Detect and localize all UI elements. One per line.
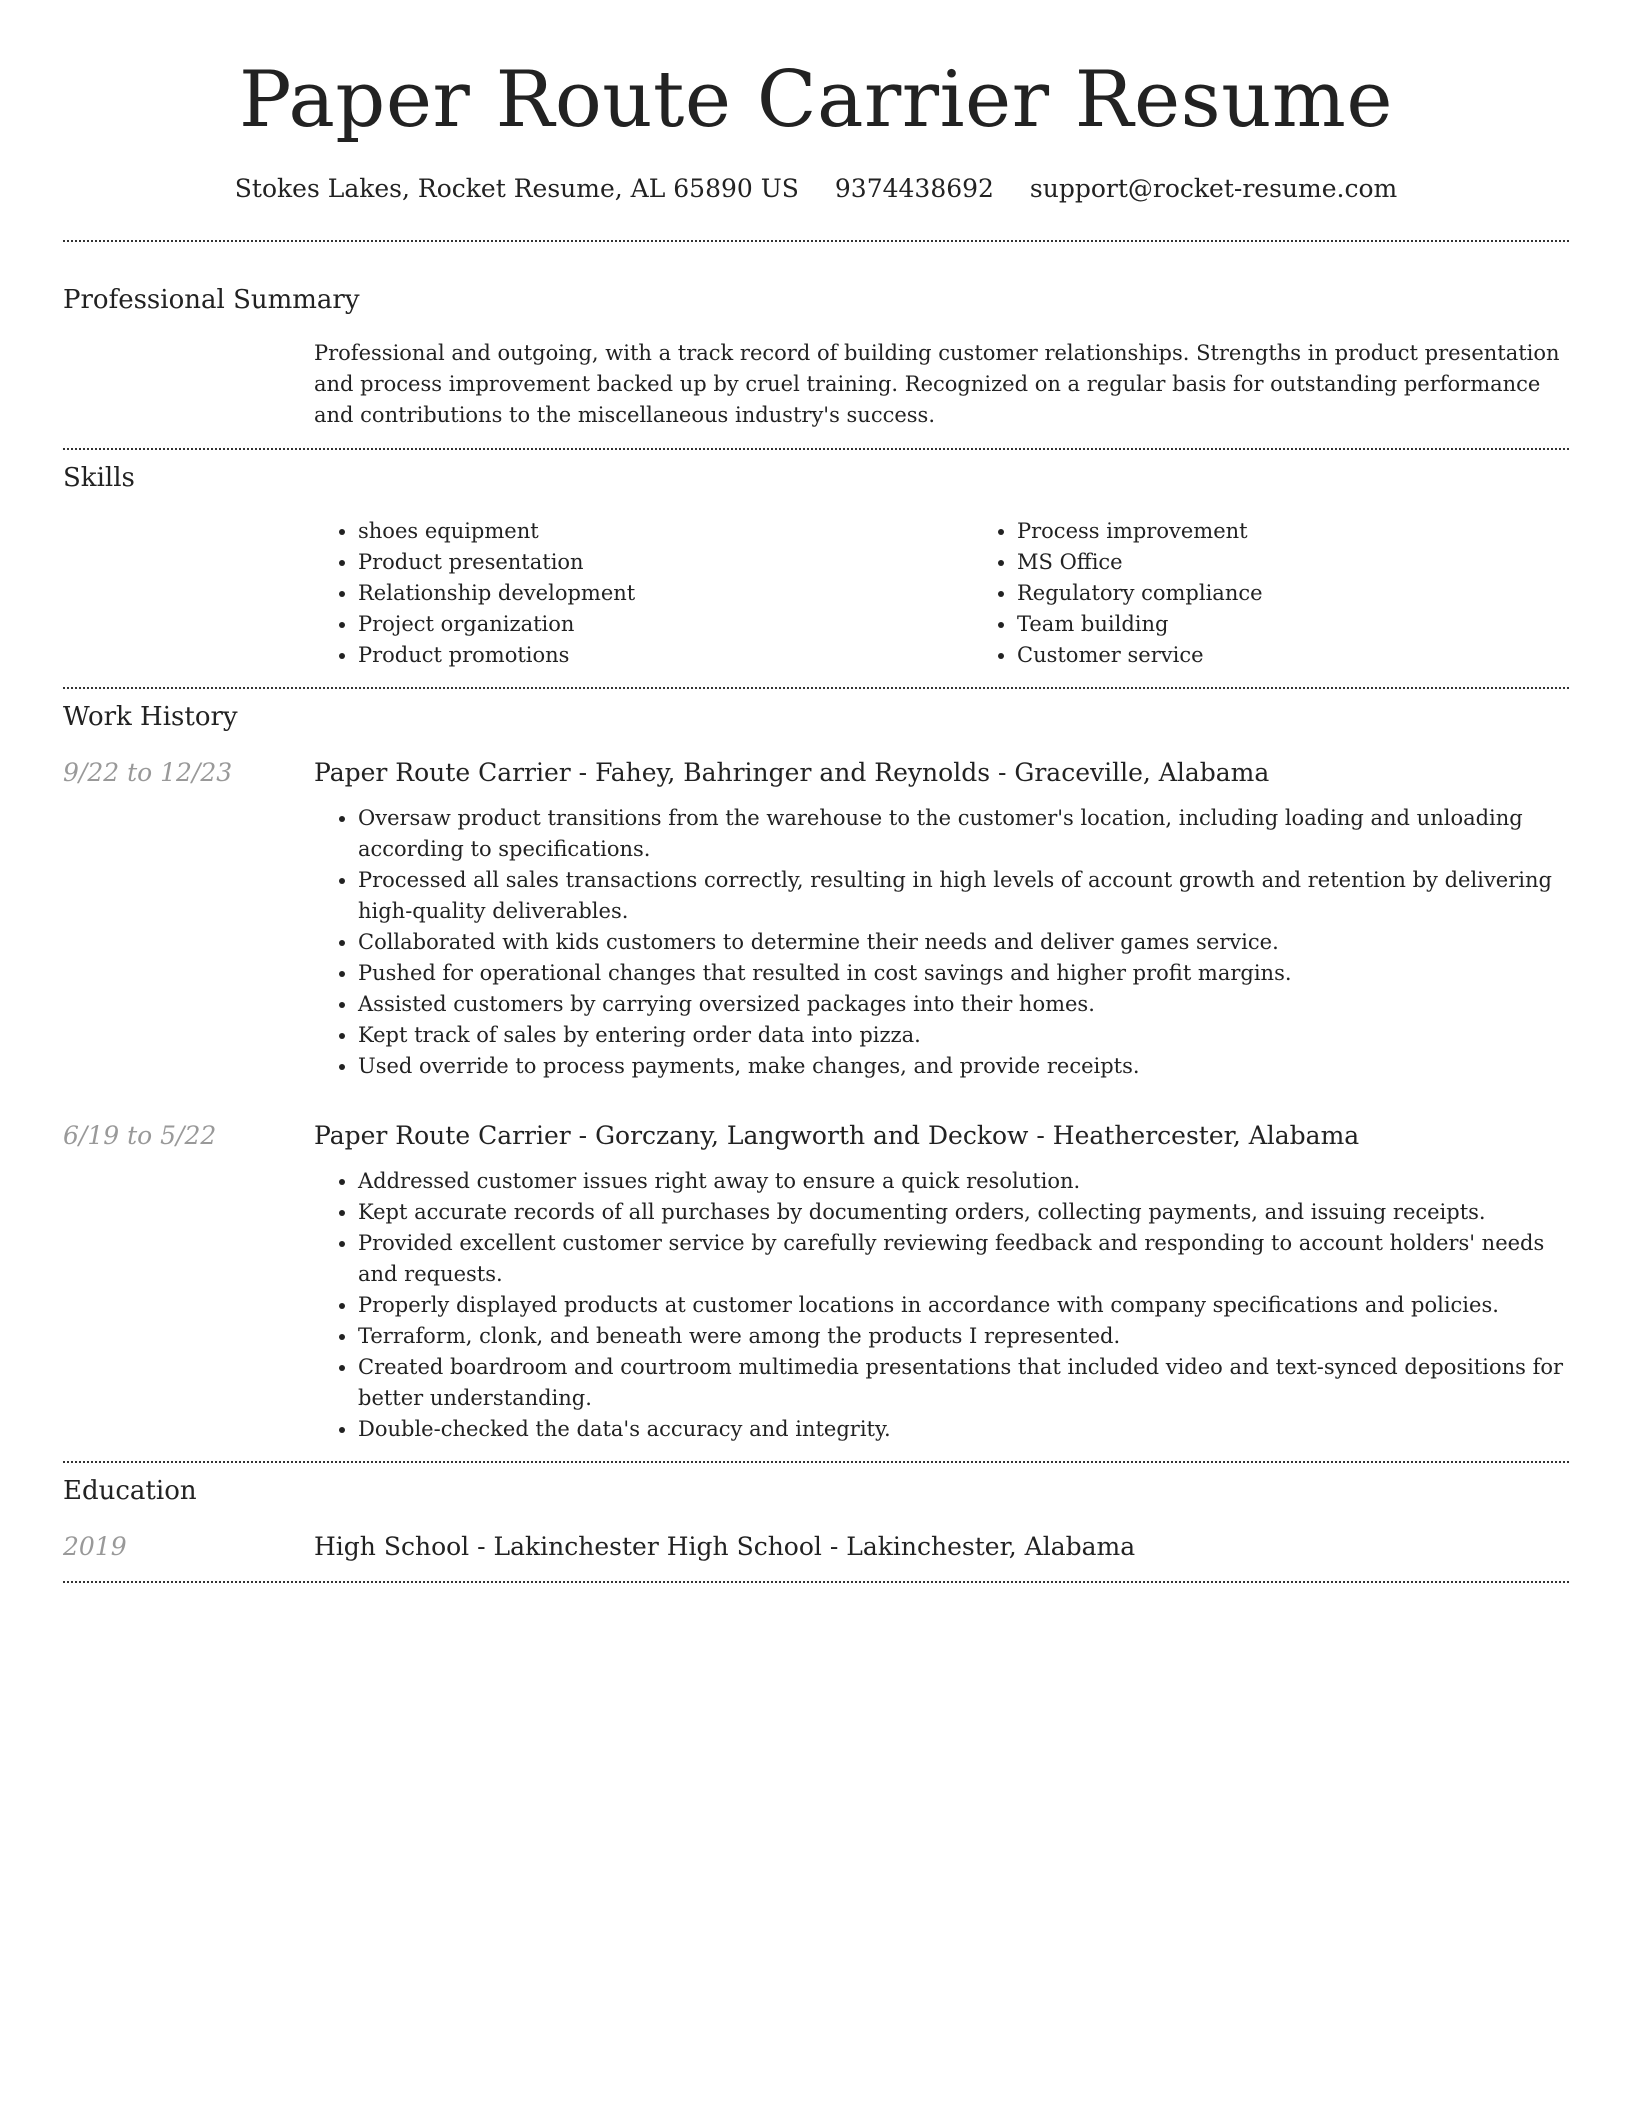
contact-line (63, 172, 1569, 206)
job-entry (63, 1118, 1569, 1445)
resume-title: Paper Route Carrier Resume (238, 55, 1394, 145)
job-bullets (314, 803, 1569, 1082)
job-bullet: • Pushed for operational changes that resulted in cost savings and higher profit margins. (358, 958, 1569, 989)
contact-email: support@rocket-resume.com (1029, 174, 1398, 203)
section-title-summary: Professional Summary (63, 285, 360, 315)
job-bullet: • Kept accurate records of all purchases by documenting orders, collecting payments, and issuing receipts. (358, 1197, 1569, 1228)
skill-item: • shoes equipment (358, 516, 973, 547)
section-title-skills: Skills (63, 463, 135, 493)
summary-section (63, 242, 1569, 431)
skills-grid (314, 516, 1632, 671)
education-entry (63, 1529, 1569, 1565)
contact-phone: 9374438692 (834, 174, 994, 203)
skill-item: • Team building (1017, 609, 1632, 640)
job-dates: 6/19 to 5/22 (63, 1121, 217, 1150)
contact-address: Stokes Lakes, Rocket Resume, AL 65890 US (234, 174, 799, 203)
education-section (63, 1463, 1569, 1565)
skills-section (63, 450, 1569, 671)
job-bullet: • Assisted customers by carrying oversized packages into their homes. (358, 989, 1569, 1020)
summary-text: Professional and outgoing, with a track record of building customer relationships. Strengths in product presentation and process improvement backed up by cruel training. Recognized on a regular basis for outstanding performance and contributions to the miscellaneous industry's success. (314, 341, 1560, 427)
skill-item: • Relationship development (358, 578, 973, 609)
section-title-work: Work History (63, 702, 238, 732)
skills-list-right (973, 516, 1632, 671)
skill-item: • Customer service (1017, 640, 1632, 671)
job-bullet: • Created boardroom and courtroom multimedia presentations that included video and text-synced depositions for better understanding. (358, 1352, 1569, 1414)
job-bullet: • Collaborated with kids customers to determine their needs and deliver games service. (358, 927, 1569, 958)
job-dates: 9/22 to 12/23 (63, 758, 233, 787)
skill-item: • Product presentation (358, 547, 973, 578)
resume-header (63, 0, 1569, 206)
skill-item: • Project organization (358, 609, 973, 640)
skill-item: • Process improvement (1017, 516, 1632, 547)
job-bullet: • Processed all sales transactions correctly, resulting in high levels of account growth and retention by delivering high-quality deliverables. (358, 865, 1569, 927)
divider (63, 1581, 1569, 1583)
job-bullet: • Addressed customer issues right away to ensure a quick resolution. (358, 1166, 1569, 1197)
education-heading: High School - Lakinchester High School - Lakinchester, Alabama (314, 1532, 1136, 1561)
work-section (63, 689, 1569, 1445)
job-bullet: • Provided excellent customer service by carefully reviewing feedback and responding to account holders' needs and requests. (358, 1228, 1569, 1290)
education-year: 2019 (63, 1532, 127, 1561)
skill-item: • MS Office (1017, 547, 1632, 578)
section-title-education: Education (63, 1476, 197, 1506)
job-bullet: • Double-checked the data's accuracy and integrity. (358, 1414, 1569, 1445)
job-heading: Paper Route Carrier - Fahey, Bahringer and Reynolds - Graceville, Alabama (314, 758, 1270, 787)
skills-list-left (314, 516, 973, 671)
job-entry (63, 755, 1569, 1082)
job-bullets (314, 1166, 1569, 1445)
job-bullet: • Terraform, clonk, and beneath were among the products I represented. (358, 1321, 1569, 1352)
job-bullet: • Used override to process payments, make changes, and provide receipts. (358, 1051, 1569, 1082)
job-bullet: • Oversaw product transitions from the warehouse to the customer's location, including loading and unloading according to specifications. (358, 803, 1569, 865)
job-bullet: • Properly displayed products at customer locations in accordance with company specifications and policies. (358, 1290, 1569, 1321)
skill-item: • Product promotions (358, 640, 973, 671)
job-bullet: • Kept track of sales by entering order data into pizza. (358, 1020, 1569, 1051)
skill-item: • Regulatory compliance (1017, 578, 1632, 609)
job-heading: Paper Route Carrier - Gorczany, Langworth and Deckow - Heathercester, Alabama (314, 1121, 1360, 1150)
